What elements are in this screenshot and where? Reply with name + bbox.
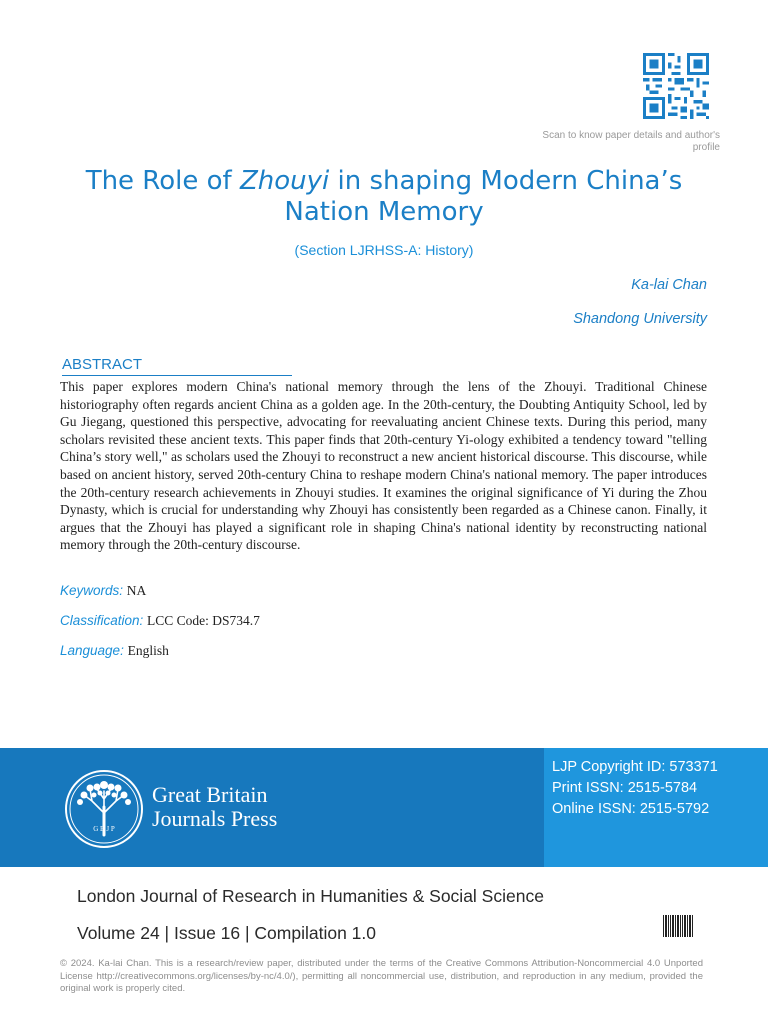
- publisher-line1: Great Britain: [152, 782, 268, 807]
- publisher-line2: Journals Press: [152, 806, 278, 831]
- barcode-icon: [663, 915, 693, 937]
- title-prefix: The Role of: [85, 166, 240, 196]
- qr-caption: Scan to know paper details and author's profile: [542, 130, 720, 153]
- online-issn: Online ISSN: 2515-5792: [552, 801, 710, 817]
- section-tag: (Section LJRHSS-A: History): [294, 242, 474, 258]
- language-value: English: [127, 643, 169, 658]
- title-suffix: in shaping Modern China’s Nation Memory: [284, 166, 683, 227]
- journal-identifiers: [552, 757, 718, 820]
- keywords-row: [60, 582, 146, 600]
- title-emphasis: Zhouyi: [239, 166, 330, 196]
- abstract-text: This paper explores modern China's national memory through the lens of the Zhouyi. Traditional Chinese historiography often regards ancient China as a golden age. In the 20th-century, the Doubting Antiquity School, led by Gu Jiegang, questioned this perspective, advocating for reevaluating ancient Chinese texts. During this period, many scholars revisited these ancient texts. This paper finds that 20th-century Yi-ology exhibited a tendency toward "telling China’s story well," as scholars used the Zhouyi to reconstruct a new ancient historical discourse. This discourse, while based on ancient history, served 20th-century China to reshape modern China's national memory. The paper introduces the 20th-century research achievements in Zhouyi studies. It examines the original significance of Yi during the Zhou Dynasty, which is crucial for understanding why Zhouyi has consistently been regarded as a Chinese canon. Finally, it argues that the Zhouyi has played a significant role in shaping China's national identity by reconstructing national memory through the 20th-century discourse.: [60, 379, 707, 553]
- copyright-id: LJP Copyright ID: 573371: [552, 759, 718, 775]
- classification-row: [60, 612, 260, 630]
- language-row: [60, 642, 169, 660]
- classification-value: LCC Code: DS734.7: [147, 613, 260, 628]
- volume-line: Volume 24 | Issue 16 | Compilation 1.0: [77, 923, 376, 943]
- language-label: Language:: [60, 643, 124, 658]
- qr-code-icon[interactable]: [641, 53, 711, 119]
- tree-logo-icon: [64, 769, 144, 849]
- publisher-name: [152, 783, 277, 831]
- keywords-value: NA: [126, 583, 147, 598]
- classification-label: Classification:: [60, 613, 144, 628]
- copyright-notice: © 2024. Ka-lai Chan. This is a research/review paper, distributed under the terms of the Creative Commons Attribution-Noncommercial 4.0 Unported License http://creativecommons.org/licenses/by-nc/4.0/), permitting all noncommercial use, distribution, and reproduction in any medium, provided the original work is properly cited.: [60, 958, 703, 994]
- print-issn: Print ISSN: 2515-5784: [552, 780, 698, 796]
- author-affiliation: Shandong University: [573, 311, 707, 327]
- abstract-heading: ABSTRACT: [62, 356, 292, 376]
- journal-name: London Journal of Research in Humanities & Social Science: [77, 886, 544, 906]
- keywords-label: Keywords:: [60, 583, 124, 598]
- author-name: Ka-lai Chan: [631, 277, 707, 293]
- logo-letters: G B J P: [93, 825, 115, 833]
- paper-title: [60, 166, 708, 228]
